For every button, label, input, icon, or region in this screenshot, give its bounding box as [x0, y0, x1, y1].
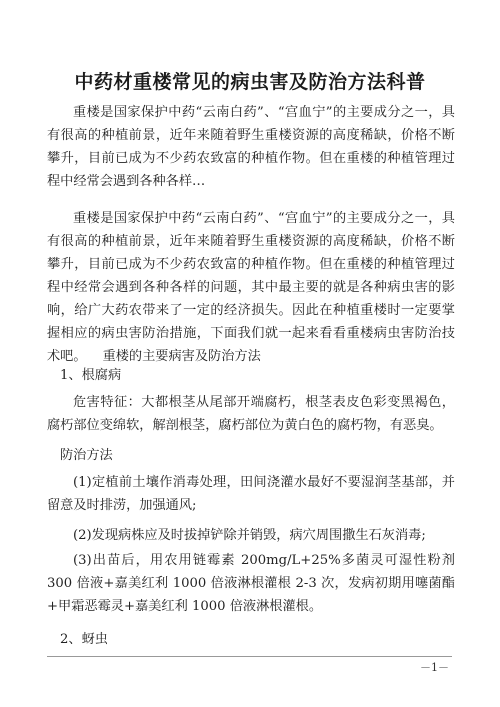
symptoms-paragraph: 危害特征：大都根茎从尾部开端腐朽，根茎表皮色彩变黑褐色，腐朽部位变绵软，解剖根茎，腐朽部位为黄白色的腐朽物，有恶臭。 [47, 395, 455, 433]
method-3-paragraph: (3)出苗后，用农用链霉素 200mg/L+25%多菌灵可湿性粉剂 300 倍液+嘉美红利 1000 倍液淋根灌根 2-3 次，发病初期用噻菌酯+甲霜恶霉灵+嘉美红利 1000 倍液淋根灌根。 [47, 553, 455, 614]
intro-tail-text: 重楼的主要病害及防治方法 [102, 349, 261, 364]
section-heading-root-rot: 1、根腐病 [60, 368, 122, 383]
intro-paragraph [47, 207, 455, 368]
document-title: 中药材重楼常见的病虫害及防治方法科普 [74, 71, 426, 93]
footer-divider [47, 656, 452, 657]
page-number: －1－ [420, 661, 449, 674]
method-1-paragraph: (1)定植前土壤作消毒处理，田间浇灌水最好不要湿润茎基部，并留意及时排涝，加强通风; [47, 475, 455, 513]
methods-heading: 防治方法 [60, 448, 113, 463]
intro-text: 重楼是国家保护中药“云南白药”、“宫血宁”的主要成分之一，具有很高的种植前景，近年来随着野生重楼资源的高度稀缺，价格不断攀升，目前已成为不少药农致富的种植作物。但在重楼的种植管理过程中经常会遇到各种各样的问题，其中最主要的就是各种病虫害的影响，给广大药农带来了一定的经济损失。因此在种植重楼时一定要掌握相应的病虫害防治措施，下面我们就一起来看看重楼病虫害防治技术吧。 [47, 211, 455, 364]
summary-paragraph: 重楼是国家保护中药“云南白药”、“宫血宁”的主要成分之一，具有很高的种植前景，近年来随着野生重楼资源的高度稀缺，价格不断攀升，目前已成为不少药农致富的种植作物。但在重楼的种植管理过程中经常会遇到各种各样… [47, 105, 455, 189]
section-heading-aphid: 2、蚜虫 [60, 632, 108, 647]
method-2-paragraph: (2)发现病株应及时拔掉铲除并销毁，病穴周围撒生石灰消毒; [73, 528, 426, 543]
